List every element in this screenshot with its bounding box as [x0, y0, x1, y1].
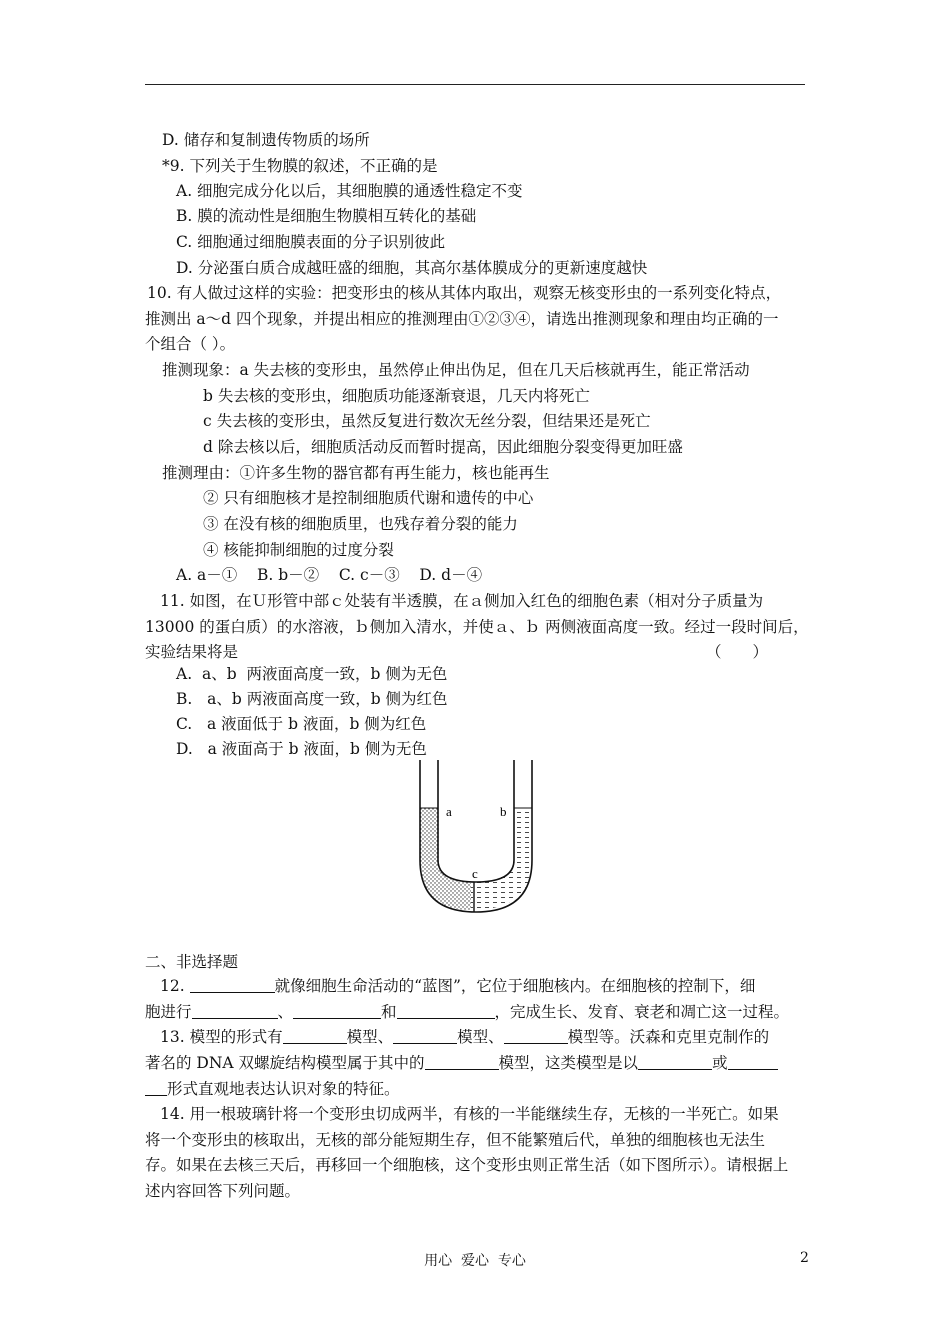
q9-option-a: A. 细胞完成分化以后，其细胞膜的通透性稳定不变: [176, 182, 523, 200]
q10-options: A. a－① B. b－② C. c－③ D. d－④: [176, 566, 483, 584]
q10-phenomenon-d: d 除去核以后，细胞质活动反而暂时提高，因此细胞分裂变得更加旺盛: [203, 438, 683, 456]
q9-stem: *9. 下列关于生物膜的叙述，不正确的是: [162, 157, 438, 175]
q13-blank-6[interactable]: [728, 1054, 778, 1070]
q13-blank-2[interactable]: [393, 1028, 457, 1044]
header-rule: [145, 84, 805, 85]
q10-reason-1: 推测理由：①许多生物的器官都有再生能力，核也能再生: [162, 464, 550, 482]
q11-stem-line1: 11. 如图，在Ｕ形管中部ｃ处装有半透膜，在ａ侧加入红色的细胞色素（相对分子质量为: [160, 592, 764, 610]
section-heading-nonchoice: 二、非选择题: [145, 953, 239, 971]
q10-stem-line3: 个组合（ ）。: [145, 335, 236, 353]
q11-option-a: A. a、b 两液面高度一致，b 侧为无色: [176, 665, 448, 683]
q10-phenomenon-c: c 失去核的变形虫，虽然反复进行数次无丝分裂，但结果还是死亡: [203, 412, 651, 430]
q14-line3: 存。如果在去核三天后，再移回一个细胞核，这个变形虫则正常生活（如下图所示）。请根据上: [145, 1156, 789, 1174]
label-a: a: [446, 804, 452, 819]
q14-line4: 述内容回答下列问题。: [145, 1182, 301, 1200]
q13-blank-6-cont[interactable]: [145, 1080, 167, 1096]
q12-blank-2[interactable]: [192, 1003, 278, 1019]
q11-option-d: D. a 液面高于 b 液面，b 侧为无色: [176, 740, 427, 758]
label-c: c: [472, 866, 478, 881]
q12-blank-4[interactable]: [397, 1003, 495, 1019]
q13-line3: 形式直观地表达认识对象的特征。: [145, 1079, 400, 1099]
page-number: 2: [800, 1250, 809, 1266]
q10-reason-4: ④ 核能抑制细胞的过度分裂: [203, 541, 394, 559]
u-tube-figure: [412, 760, 542, 922]
footer-slogan: 用心 爱心 专心: [424, 1253, 526, 1269]
q13-blank-5[interactable]: [638, 1054, 712, 1070]
q13-line1: 13. 模型的形式有 模型、 模型、 模型等。沃森和克里克制作的: [160, 1028, 770, 1046]
label-b: b: [500, 804, 507, 819]
q13-line2: 著名的 DNA 双螺旋结构模型属于其中的 模型，这类模型是以 或: [145, 1053, 778, 1073]
q12-blank-1[interactable]: [190, 977, 275, 993]
q12-line2: 胞进行 、 和 ，完成生长、发育、衰老和凋亡这一过程。: [145, 1003, 790, 1021]
tube-inner-wall: [438, 760, 514, 882]
q13-blank-1[interactable]: [283, 1028, 347, 1044]
q11-answer-bracket: （ ）: [706, 643, 769, 661]
q10-reason-3: ③ 在没有核的细胞质里，也残存着分裂的能力: [203, 515, 518, 533]
q14-line2: 将一个变形虫的核取出，无核的部分能短期生存，但不能繁殖后代，单独的细胞核也无法生: [145, 1131, 766, 1149]
q10-stem-line2: 推测出 a～d 四个现象，并提出相应的推测理由①②③④，请选出推测现象和理由均正确的一: [145, 310, 779, 328]
q11-stem-line2: 13000 的蛋白质）的水溶液，ｂ侧加入清水，并使ａ、ｂ 两侧液面高度一致。经过一段时间后，: [145, 618, 809, 636]
q9-option-d: D. 分泌蛋白质合成越旺盛的细胞，其高尔基体膜成分的更新速度越快: [176, 259, 648, 277]
q13-blank-4[interactable]: [425, 1054, 499, 1070]
q13-blank-3[interactable]: [504, 1028, 568, 1044]
q11-stem-line3: 实验结果将是: [145, 643, 239, 661]
q12-line1: 12. 就像细胞生命活动的“蓝图”，它位于细胞核内。在细胞核的控制下，细: [160, 977, 756, 995]
q8-option-d: D. 储存和复制遗传物质的场所: [162, 131, 370, 149]
q11-option-c: C. a 液面低于 b 液面，b 侧为红色: [176, 715, 427, 733]
liquid-a: [420, 808, 471, 910]
q10-phenomenon-a: 推测现象：a 失去核的变形虫，虽然停止伸出伪足，但在几天后核就再生，能正常活动: [162, 361, 750, 379]
q9-option-c: C. 细胞通过细胞膜表面的分子识别彼此: [176, 233, 446, 251]
q14-line1: 14. 用一根玻璃针将一个变形虫切成两半，有核的一半能继续生存，无核的一半死亡。如果: [160, 1105, 779, 1123]
q10-phenomenon-b: b 失去核的变形虫，细胞质功能逐渐衰退，几天内将死亡: [203, 387, 590, 405]
q12-blank-3[interactable]: [293, 1003, 381, 1019]
q9-option-b: B. 膜的流动性是细胞生物膜相互转化的基础: [176, 207, 477, 225]
q11-option-b: B. a、b 两液面高度一致，b 侧为红色: [176, 690, 448, 708]
q10-stem-line1: 10. 有人做过这样的实验：把变形虫的核从其体内取出，观察无核变形虫的一系列变化特点，: [147, 284, 782, 302]
q10-reason-2: ② 只有细胞核才是控制细胞质代谢和遗传的中心: [203, 489, 534, 507]
